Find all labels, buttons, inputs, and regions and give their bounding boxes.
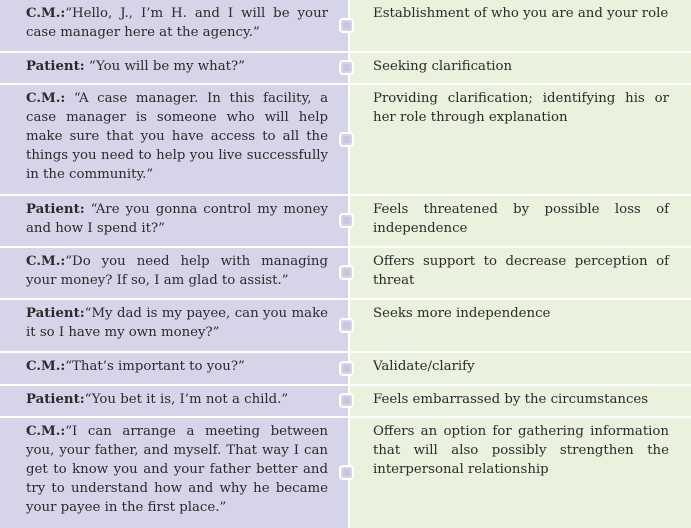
row-connector-icon: [339, 393, 354, 408]
table-row: [0, 85, 691, 196]
dialogue-cell: [0, 418, 348, 528]
speaker-label: Patient:: [26, 306, 85, 321]
speaker-label: C.M.:: [26, 91, 66, 106]
speaker-label: C.M.:: [26, 424, 66, 439]
dialogue-cell: [0, 0, 348, 51]
dialogue-text: “I can arrange a meeting between you, your father, and myself. That way I can get to know you and your father better and try to understand how and why he became your payee in the first place.”: [26, 424, 328, 515]
speaker-label: Patient:: [26, 59, 85, 74]
dialogue-cell: [0, 353, 348, 384]
dialogue-cell: [0, 196, 348, 246]
dialogue-cell: [0, 85, 348, 194]
row-connector-icon: [339, 361, 354, 376]
dialogue-text: “You bet it is, I’m not a child.”: [84, 392, 289, 407]
note-cell: Feels threatened by possible loss of independence: [348, 196, 691, 246]
note-cell: Seeking clarification: [348, 53, 691, 83]
table-row: [0, 53, 691, 85]
speaker-label: Patient:: [26, 202, 85, 217]
row-connector-icon: [339, 465, 354, 480]
note-cell: Validate/clarify: [348, 353, 691, 384]
dialogue-text: “A case manager. In this facility, a case manager is someone who will help make sure that you have access to all the things you need to help you live successfully in the community.”: [26, 91, 328, 182]
dialogue-cell: [0, 248, 348, 298]
speaker-label: C.M.:: [26, 6, 66, 21]
table-row: [0, 300, 691, 353]
dialogue-cell: [0, 386, 348, 416]
dialogue-text: “My dad is my payee, can you make it so I have my own money?”: [26, 306, 328, 340]
row-connector-icon: [339, 18, 354, 33]
row-connector-icon: [339, 265, 354, 280]
note-cell: Feels embarrassed by the circumstances: [348, 386, 691, 416]
dialogue-text: “You will be my what?”: [84, 59, 245, 74]
speaker-label: C.M.:: [26, 254, 66, 269]
row-connector-icon: [339, 213, 354, 228]
row-connector-icon: [339, 60, 354, 75]
speaker-label: C.M.:: [26, 359, 66, 374]
dialogue-text: “Are you gonna control my money and how I spend it?”: [26, 202, 328, 236]
table-row: [0, 353, 691, 386]
table-row: [0, 196, 691, 248]
note-cell: Providing clarification; identifying his or her role through explanation: [348, 85, 691, 194]
dialogue-text: “Hello, J., I’m H. and I will be your case manager here at the agency.”: [26, 6, 328, 40]
dialogue-cell: [0, 53, 348, 83]
table-row: [0, 248, 691, 300]
row-connector-icon: [339, 318, 354, 333]
note-cell: Establishment of who you are and your role: [348, 0, 691, 51]
note-cell: Offers support to decrease perception of threat: [348, 248, 691, 298]
row-connector-icon: [339, 132, 354, 147]
note-cell: Seeks more independence: [348, 300, 691, 351]
table-row: [0, 0, 691, 53]
speaker-label: Patient:: [26, 392, 85, 407]
table-row: [0, 386, 691, 418]
table-row: [0, 418, 691, 528]
dialogue-text: “Do you need help with managing your money? If so, I am glad to assist.”: [26, 254, 328, 288]
dialogue-text: “That’s important to you?”: [65, 359, 245, 374]
dialogue-cell: [0, 300, 348, 351]
note-cell: Offers an option for gathering information that will also possibly strengthen the interpersonal relationship: [348, 418, 691, 528]
